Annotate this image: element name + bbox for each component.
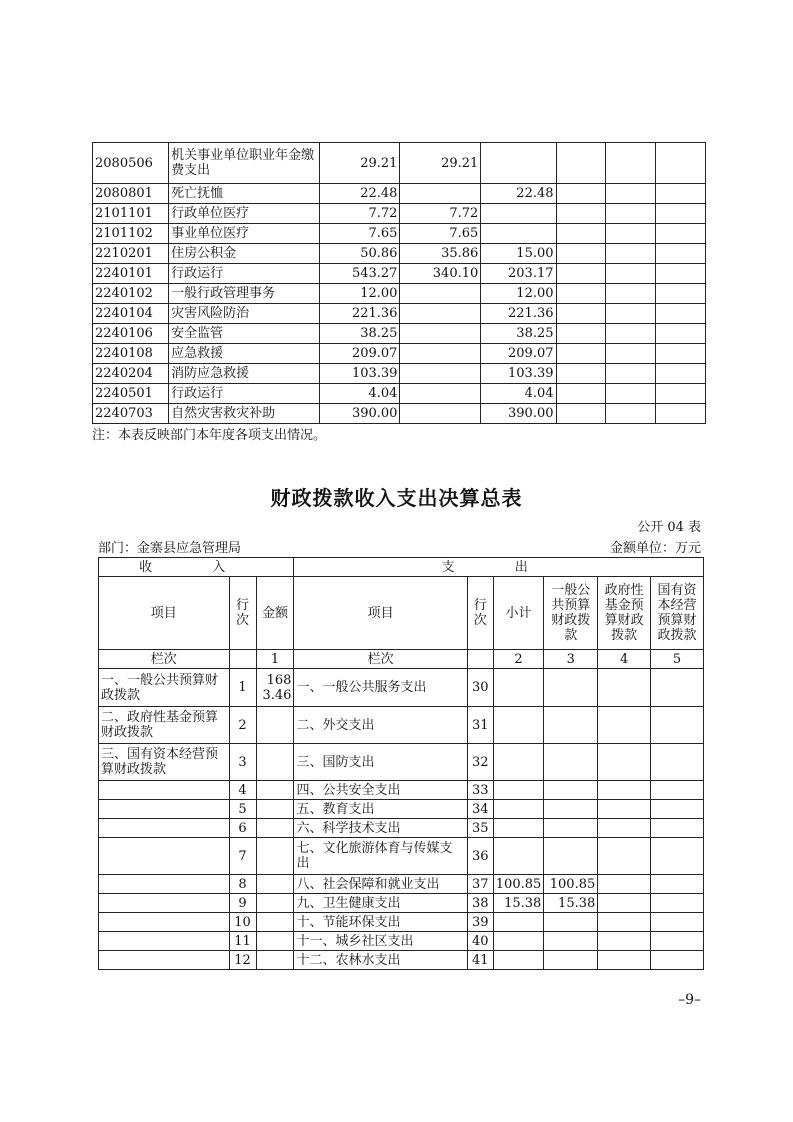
general-budget-cell [544, 838, 598, 875]
table-row [99, 819, 704, 838]
basic-expense-cell: 29.21 [400, 143, 481, 184]
empty-cell [656, 264, 706, 284]
empty-cell [656, 204, 706, 224]
expense-item-cell: 七、文化旅游体育与传媒支出 [294, 838, 467, 875]
expense-item-cell: 八、社会保障和就业支出 [294, 875, 467, 894]
empty-cell [598, 800, 651, 819]
empty-cell [606, 143, 656, 184]
basic-expense-cell [400, 184, 481, 204]
function-code-cell: 2240104 [93, 304, 169, 324]
function-code-cell: 2240102 [93, 284, 169, 304]
empty-cell [556, 324, 606, 344]
function-code-cell: 2240108 [93, 344, 169, 364]
empty-cell [651, 800, 704, 819]
function-code-cell: 2240106 [93, 324, 169, 344]
empty-cell [606, 344, 656, 364]
empty-cell [606, 304, 656, 324]
basic-expense-cell [400, 384, 481, 404]
function-code-cell: 2240501 [93, 384, 169, 404]
project-expense-cell: 38.25 [481, 324, 556, 344]
subtotal-cell [493, 951, 544, 970]
project-expense-cell: 15.00 [481, 244, 556, 264]
project-expense-cell: 4.04 [481, 384, 556, 404]
col-income-line: 行次 [229, 577, 256, 650]
expense-item-cell: 十一、城乡社区支出 [294, 932, 467, 951]
table-row [99, 744, 704, 781]
empty-cell [598, 819, 651, 838]
empty-cell [651, 707, 704, 744]
empty-cell [556, 284, 606, 304]
income-line-cell: 7 [229, 838, 256, 875]
empty-cell [598, 838, 651, 875]
total-cell: 543.27 [319, 264, 400, 284]
income-line-cell: 9 [229, 894, 256, 913]
table-row [93, 364, 706, 384]
empty-cell [606, 244, 656, 264]
expense-item-cell: 六、科学技术支出 [294, 819, 467, 838]
empty-cell [651, 669, 704, 707]
income-line-cell: 5 [229, 800, 256, 819]
income-item-cell: 一、一般公共预算财政拨款 [99, 669, 230, 707]
col-number-2: 2 [493, 650, 544, 669]
income-amount-cell [256, 951, 294, 970]
income-line-cell: 6 [229, 819, 256, 838]
empty-cell [651, 894, 704, 913]
table-row [99, 669, 704, 707]
project-expense-cell [481, 143, 556, 184]
table-row [99, 932, 704, 951]
empty-cell [556, 143, 606, 184]
general-budget-cell [544, 951, 598, 970]
empty-cell [556, 364, 606, 384]
basic-expense-cell [400, 284, 481, 304]
income-header: 收 入 [99, 558, 294, 577]
income-item-cell [99, 781, 230, 800]
function-name-cell: 行政单位医疗 [169, 204, 320, 224]
general-budget-cell: 100.85 [544, 875, 598, 894]
project-expense-cell: 203.17 [481, 264, 556, 284]
empty-cell [598, 951, 651, 970]
function-name-cell: 行政运行 [169, 264, 320, 284]
income-item-cell: 二、政府性基金预算财政拨款 [99, 707, 230, 744]
table-row [99, 875, 704, 894]
income-amount-cell [256, 800, 294, 819]
income-item-cell [99, 894, 230, 913]
empty-cell [651, 744, 704, 781]
empty-cell [606, 204, 656, 224]
income-item-cell [99, 875, 230, 894]
table-row [99, 800, 704, 819]
income-amount-cell [256, 707, 294, 744]
table-row [99, 913, 704, 932]
empty-cell [651, 838, 704, 875]
project-expense-cell: 221.36 [481, 304, 556, 324]
empty-cell [556, 404, 606, 424]
expense-line-cell: 40 [467, 932, 493, 951]
form-number: 公开 04 表 [637, 520, 701, 535]
empty-cell [656, 224, 706, 244]
page-number: –9– [678, 992, 701, 1008]
income-item-cell [99, 838, 230, 875]
expense-item-cell: 一、一般公共服务支出 [294, 669, 467, 707]
function-code-cell: 2101102 [93, 224, 169, 244]
empty-cell [598, 894, 651, 913]
total-cell: 22.48 [319, 184, 400, 204]
table-row [99, 838, 704, 875]
income-amount-cell [256, 894, 294, 913]
income-amount-cell [256, 875, 294, 894]
project-expense-cell: 390.00 [481, 404, 556, 424]
basic-expense-cell [400, 404, 481, 424]
income-line-cell: 1 [229, 669, 256, 707]
expense-item-cell: 三、国防支出 [294, 744, 467, 781]
income-item-cell [99, 913, 230, 932]
table-row [93, 344, 706, 364]
expense-item-cell: 四、公共安全支出 [294, 781, 467, 800]
general-budget-cell [544, 800, 598, 819]
basic-expense-cell: 35.86 [400, 244, 481, 264]
general-budget-cell [544, 669, 598, 707]
col-general-budget: 一般公共预算财政拨款 [544, 577, 598, 650]
expense-line-cell: 39 [467, 913, 493, 932]
col-subtotal: 小计 [493, 577, 544, 650]
expense-line-cell: 34 [467, 800, 493, 819]
total-cell: 29.21 [319, 143, 400, 184]
expense-line-cell: 33 [467, 781, 493, 800]
basic-expense-cell [400, 364, 481, 384]
expense-item-cell: 二、外交支出 [294, 707, 467, 744]
general-budget-cell [544, 707, 598, 744]
total-cell: 7.65 [319, 224, 400, 244]
subtotal-cell [493, 744, 544, 781]
table-row [93, 384, 706, 404]
empty-cell [598, 932, 651, 951]
appropriation-summary-table [98, 557, 704, 970]
income-line-cell: 3 [229, 744, 256, 781]
function-name-cell: 应急救援 [169, 344, 320, 364]
income-amount-cell: 1683.46 [256, 669, 294, 707]
empty-cell [656, 244, 706, 264]
total-cell: 7.72 [319, 204, 400, 224]
total-cell: 38.25 [319, 324, 400, 344]
empty-cell [606, 264, 656, 284]
empty-cell [656, 384, 706, 404]
empty-cell [656, 184, 706, 204]
empty-cell [598, 669, 651, 707]
function-name-cell: 安全监管 [169, 324, 320, 344]
subtotal-cell: 100.85 [493, 875, 544, 894]
empty-cell [651, 932, 704, 951]
table-row [93, 204, 706, 224]
expense-line-cell: 38 [467, 894, 493, 913]
table-row [93, 244, 706, 264]
empty-cell [598, 781, 651, 800]
income-line-cell: 4 [229, 781, 256, 800]
expense-line-cell: 41 [467, 951, 493, 970]
expense-line-cell: 30 [467, 669, 493, 707]
table-row [93, 304, 706, 324]
income-item-cell [99, 932, 230, 951]
table-row [99, 951, 704, 970]
department-label: 部门：金寨县应急管理局 [98, 541, 242, 556]
function-code-cell: 2080506 [93, 143, 169, 184]
col-number-5: 5 [651, 650, 704, 669]
empty-cell [606, 384, 656, 404]
income-line-cell: 2 [229, 707, 256, 744]
col-number-3: 3 [544, 650, 598, 669]
empty-cell [598, 707, 651, 744]
amount-unit-label: 金额单位：万元 [609, 541, 701, 556]
total-cell: 12.00 [319, 284, 400, 304]
empty-cell [556, 244, 606, 264]
empty-cell [606, 284, 656, 304]
function-code-cell: 2240703 [93, 404, 169, 424]
empty-cell [556, 224, 606, 244]
function-code-cell: 2080801 [93, 184, 169, 204]
empty-cell [598, 913, 651, 932]
project-expense-cell: 209.07 [481, 344, 556, 364]
lanci-expense-label: 栏次 [294, 650, 467, 669]
project-expense-cell [481, 204, 556, 224]
function-name-cell: 行政运行 [169, 384, 320, 404]
col-expense-line: 行次 [467, 577, 493, 650]
function-name-cell: 灾害风险防治 [169, 304, 320, 324]
income-amount-cell [256, 744, 294, 781]
empty-cell [656, 143, 706, 184]
page-title: 财政拨款收入支出决算总表 [270, 486, 523, 510]
basic-expense-cell: 7.72 [400, 204, 481, 224]
table-note: 注：本表反映部门本年度各项支出情况。 [92, 428, 327, 443]
project-expense-cell: 12.00 [481, 284, 556, 304]
subtotal-cell [493, 913, 544, 932]
basic-expense-cell: 7.65 [400, 224, 481, 244]
total-cell: 50.86 [319, 244, 400, 264]
function-code-cell: 2210201 [93, 244, 169, 264]
expense-line-cell: 35 [467, 819, 493, 838]
table-row [93, 264, 706, 284]
total-cell: 209.07 [319, 344, 400, 364]
expense-item-cell: 十二、农林水支出 [294, 951, 467, 970]
income-amount-cell [256, 913, 294, 932]
function-name-cell: 消防应急救援 [169, 364, 320, 384]
project-expense-cell: 103.39 [481, 364, 556, 384]
general-budget-cell [544, 744, 598, 781]
empty-cell [606, 404, 656, 424]
empty-cell [556, 384, 606, 404]
table-row [99, 781, 704, 800]
subtotal-cell [493, 781, 544, 800]
function-name-cell: 自然灾害救灾补助 [169, 404, 320, 424]
project-expense-cell: 22.48 [481, 184, 556, 204]
function-name-cell: 住房公积金 [169, 244, 320, 264]
empty-cell [651, 781, 704, 800]
empty-cell [556, 344, 606, 364]
table-row [93, 143, 706, 184]
basic-expense-cell [400, 344, 481, 364]
empty-cell [656, 404, 706, 424]
col-number-4: 4 [598, 650, 651, 669]
basic-expense-cell [400, 324, 481, 344]
empty-cell [606, 324, 656, 344]
table-row [93, 284, 706, 304]
empty-cell [606, 184, 656, 204]
function-name-cell: 一般行政管理事务 [169, 284, 320, 304]
income-item-cell: 三、国有资本经营预算财政拨款 [99, 744, 230, 781]
income-line-cell: 12 [229, 951, 256, 970]
empty-cell [606, 224, 656, 244]
income-line-cell: 11 [229, 932, 256, 951]
empty-cell [598, 875, 651, 894]
subtotal-cell [493, 800, 544, 819]
table-row [93, 404, 706, 424]
income-line-cell: 10 [229, 913, 256, 932]
total-cell: 390.00 [319, 404, 400, 424]
function-code-cell: 2240204 [93, 364, 169, 384]
empty-cell [651, 875, 704, 894]
income-item-cell [99, 819, 230, 838]
empty-cell [656, 304, 706, 324]
function-code-cell: 2101101 [93, 204, 169, 224]
subtotal-cell [493, 707, 544, 744]
expense-item-cell: 十、节能环保支出 [294, 913, 467, 932]
general-budget-cell [544, 781, 598, 800]
project-expense-cell [481, 224, 556, 244]
table-row [99, 707, 704, 744]
income-amount-cell [256, 819, 294, 838]
total-cell: 4.04 [319, 384, 400, 404]
lanci-label: 栏次 [99, 650, 230, 669]
general-budget-cell [544, 913, 598, 932]
empty-cell [656, 364, 706, 384]
col-income-amount: 金额 [256, 577, 294, 650]
empty-cell [656, 324, 706, 344]
expense-line-cell: 31 [467, 707, 493, 744]
empty-cell [606, 364, 656, 384]
empty-cell [651, 951, 704, 970]
empty-cell [598, 744, 651, 781]
empty-cell [556, 264, 606, 284]
general-budget-cell [544, 932, 598, 951]
subtotal-cell: 15.38 [493, 894, 544, 913]
income-item-cell [99, 800, 230, 819]
income-amount-cell [256, 838, 294, 875]
subtotal-cell [493, 819, 544, 838]
col-state-capital: 国有资本经营预算财政拨款 [651, 577, 704, 650]
empty-cell [556, 184, 606, 204]
col-number-1: 1 [256, 650, 294, 669]
expense-item-cell: 五、教育支出 [294, 800, 467, 819]
empty-cell [467, 650, 493, 669]
expense-header: 支 出 [294, 558, 704, 577]
table-row [93, 184, 706, 204]
empty-cell [656, 284, 706, 304]
empty-cell [656, 344, 706, 364]
general-budget-cell: 15.38 [544, 894, 598, 913]
table-row [99, 894, 704, 913]
subtotal-cell [493, 669, 544, 707]
empty-cell [651, 913, 704, 932]
function-name-cell: 死亡抚恤 [169, 184, 320, 204]
expenditure-detail-table [92, 142, 706, 424]
empty-cell [651, 819, 704, 838]
function-name-cell: 事业单位医疗 [169, 224, 320, 244]
function-name-cell: 机关事业单位职业年金缴费支出 [169, 143, 320, 184]
expense-line-cell: 32 [467, 744, 493, 781]
empty-cell [556, 304, 606, 324]
subtotal-cell [493, 838, 544, 875]
income-amount-cell [256, 932, 294, 951]
col-gov-fund: 政府性基金预算财政拨款 [598, 577, 651, 650]
income-item-cell [99, 951, 230, 970]
expense-line-cell: 36 [467, 838, 493, 875]
function-code-cell: 2240101 [93, 264, 169, 284]
subtotal-cell [493, 932, 544, 951]
expense-line-cell: 37 [467, 875, 493, 894]
total-cell: 103.39 [319, 364, 400, 384]
basic-expense-cell [400, 304, 481, 324]
general-budget-cell [544, 819, 598, 838]
table-row [93, 324, 706, 344]
total-cell: 221.36 [319, 304, 400, 324]
col-income-item: 项目 [99, 577, 230, 650]
col-expense-item: 项目 [294, 577, 467, 650]
expense-item-cell: 九、卫生健康支出 [294, 894, 467, 913]
income-amount-cell [256, 781, 294, 800]
empty-cell [556, 204, 606, 224]
table-row [93, 224, 706, 244]
basic-expense-cell: 340.10 [400, 264, 481, 284]
income-line-cell: 8 [229, 875, 256, 894]
empty-cell [229, 650, 256, 669]
